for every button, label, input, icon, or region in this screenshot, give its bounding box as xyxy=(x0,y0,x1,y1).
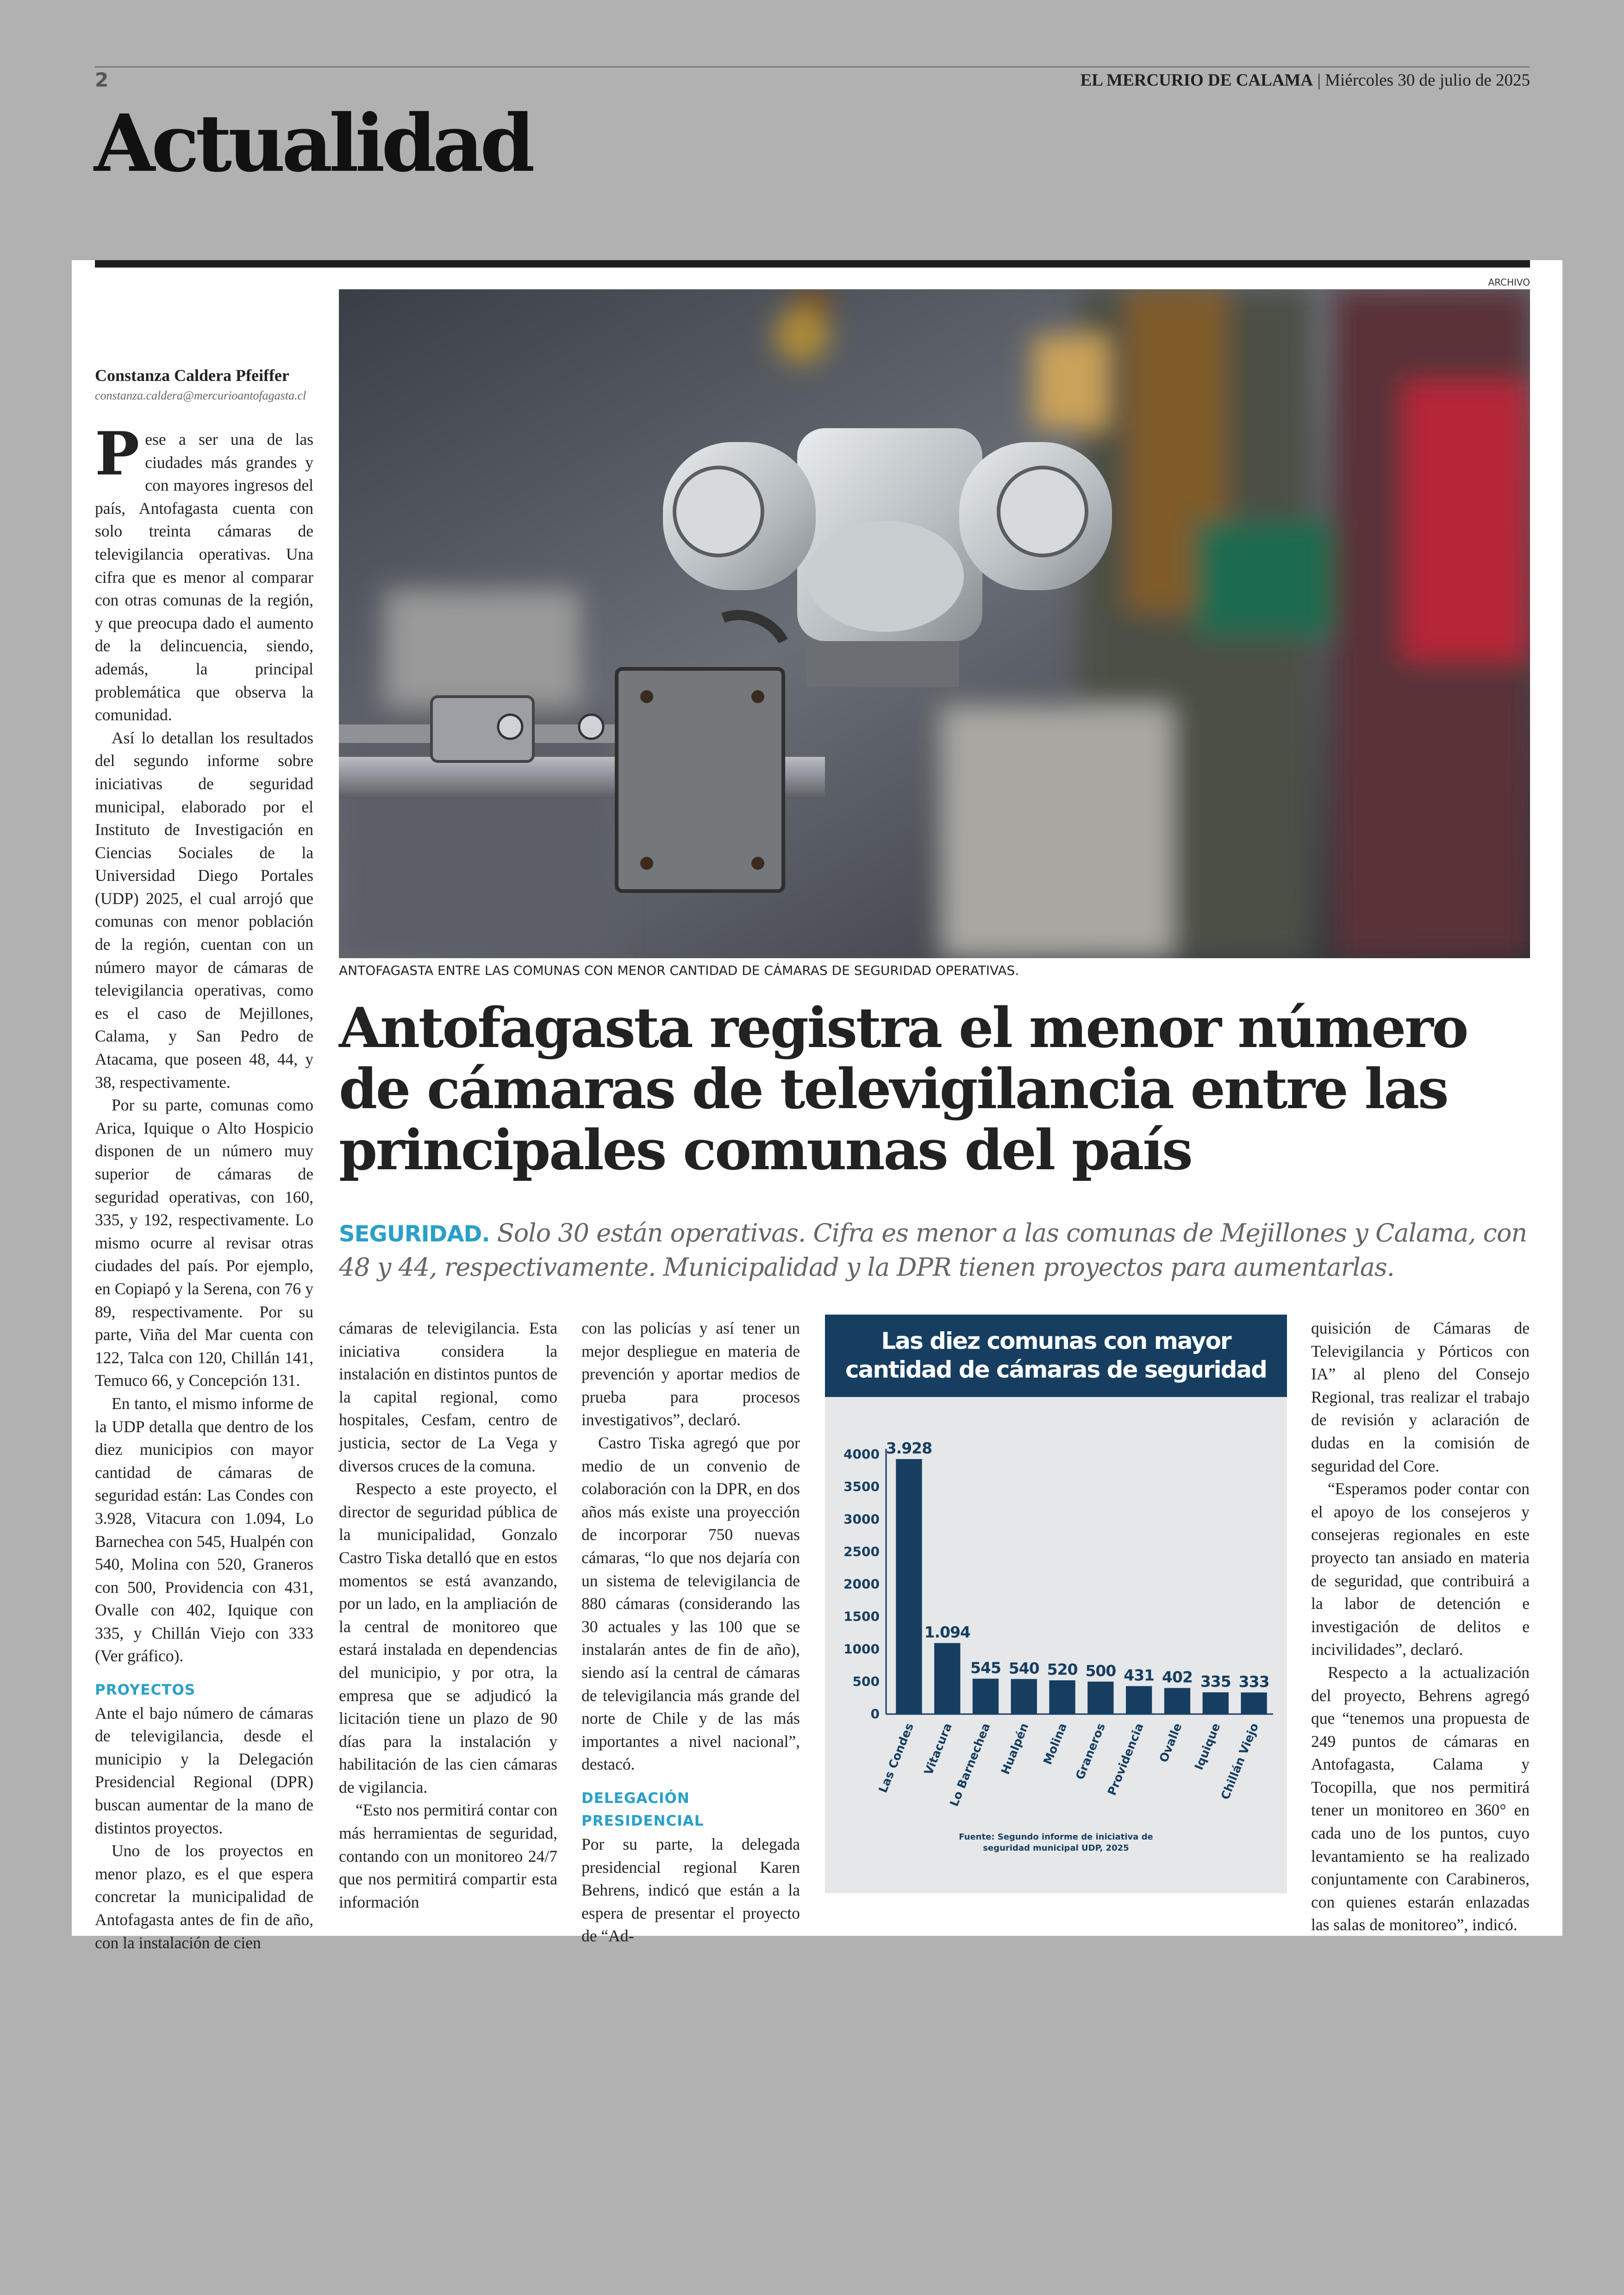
y-tick-label: 2500 xyxy=(843,1544,880,1559)
chart-bar xyxy=(1087,1682,1113,1714)
header-rule xyxy=(95,66,1530,68)
y-tick-label: 3500 xyxy=(843,1479,880,1495)
article-column-1 xyxy=(95,419,313,1954)
article-paragraph xyxy=(95,419,313,727)
deck-kicker: SEGURIDAD. xyxy=(339,1221,490,1247)
publication-dateline: EL MERCURIO DE CALAMA | Miércoles 30 de julio de 2025 xyxy=(1080,71,1530,90)
article-headline: Antofagasta registra el menor número de cámaras de televigilancia entre las principales comunas del país xyxy=(339,996,1468,1183)
chart-source-line-2: seguridad municipal UDP, 2025 xyxy=(983,1843,1129,1853)
x-tick-label: Lo Barnechea xyxy=(947,1721,993,1809)
lead-paragraph-text: ese a ser una de las ciudades más grandes y con mayores ingresos del país, Antofagasta cuenta con solo treinta cámaras de televigilancia operativas. Una cifra que es menor al comparar con otras comunas de la región, y que preocupa dado el aumento de la delincuencia, siendo, además, la principal problemática que observa la comunidad. xyxy=(95,430,313,724)
subhead-proyectos: PROYECTOS xyxy=(95,1682,196,1699)
article-paragraph: Castro Tiska agregó que por medio de un convenio de colaboración con la DPR, en dos años más existe una proyección de incorporar 750 nuevas cámaras, “lo que nos dejaría con un sistema de televigilancia de 880 cámaras (considerando las 30 actuales y las 100 que se instalarán antes de fin de año), siendo así la central de cámaras de televigilancia más grande del norte de Chile y de las más importantes a nivel nacional”, destacó. xyxy=(581,1433,800,1774)
bar-value-label: 335 xyxy=(1200,1672,1231,1691)
chart-title-line-1: Las diez comunas con mayor xyxy=(881,1328,1231,1354)
photo-credit: ARCHIVO xyxy=(1488,277,1530,288)
chart-bar xyxy=(1011,1679,1037,1714)
x-tick-label: Hualpén xyxy=(998,1721,1031,1777)
drop-cap: P xyxy=(95,419,140,489)
deck-text: Solo 30 están operativas. Cifra es menor a las comunas de Mejillones y Calama, con 48 y 44, respectivamente. Municipalidad y la DPR tienen proyectos para aumentarlas. xyxy=(339,1218,1527,1282)
article-deck xyxy=(339,1216,1530,1284)
chart-bar xyxy=(1126,1686,1152,1714)
y-tick-label: 1500 xyxy=(843,1609,880,1624)
article-paragraph: quisición de Cámaras de Televigilancia y Pórticos con IA” al pleno del Consejo Regional, tras realizar el trabajo de revisión y aclaración de dudas en la comisión de seguridad del Core. xyxy=(1311,1319,1530,1475)
publication-date: Miércoles 30 de julio de 2025 xyxy=(1325,71,1530,90)
chart-bar xyxy=(1049,1680,1075,1714)
x-tick-label: Chillán Viejo xyxy=(1218,1721,1262,1802)
page-number: 2 xyxy=(95,69,109,91)
chart-bar xyxy=(1241,1692,1267,1714)
article-paragraph: Por su parte, comunas como Arica, Iquique o Alto Hospicio disponen de un número muy superior de cámaras de seguridad operativas, con 160, 335, y 192, respectivamente. Lo mismo ocurre al revisar otras ciudades del país. Por ejemplo, en Copiapó y la Serena, con 76 y 89, respectivamente. Por su parte, Viña del Mar cuenta con 122, Talca con 120, Chillán 141, Temuco 66, y Concepción 131. xyxy=(95,1096,313,1390)
bar-value-label: 540 xyxy=(1008,1659,1039,1678)
chart-bar xyxy=(1203,1692,1229,1714)
article-paragraph: Uno de los proyectos en menor plazo, es el que espera concretar la municipalidad de Antofagasta antes de fin de año, con la instalación de cien xyxy=(95,1841,313,1952)
chart-bar xyxy=(1164,1688,1190,1714)
article-paragraph: Ante el bajo número de cámaras de televigilancia, desde el municipio y la Delegación Presidencial Regional (DPR) buscan aumentar de la mano de distintos proyectos. xyxy=(95,1703,313,1837)
bar-value-label: 431 xyxy=(1124,1666,1155,1684)
chart-source xyxy=(825,1832,1287,1854)
bar-value-label: 520 xyxy=(1047,1660,1078,1679)
article-paragraph: Por su parte, la delegada presidencial regional Karen Behrens, indicó que están a la espera de presentar el proyecto de “Ad- xyxy=(581,1835,800,1946)
bar-value-label: 1.094 xyxy=(924,1623,970,1641)
y-tick-label: 500 xyxy=(852,1673,880,1689)
chart-bar xyxy=(896,1459,922,1714)
subhead-delegacion-presidencial: DELEGACIÓN PRESIDENCIAL xyxy=(581,1790,704,1830)
bar-value-label: 333 xyxy=(1238,1672,1269,1691)
surveillance-camera-photo xyxy=(339,289,1530,958)
camera-photo-illustration xyxy=(339,289,1530,958)
photo-caption: ANTOFAGASTA ENTRE LAS COMUNAS CON MENOR CANTIDAD DE CÁMARAS DE SEGURIDAD OPERATIVAS. xyxy=(339,963,1019,978)
chart-bar xyxy=(934,1643,960,1714)
bar-chart xyxy=(825,1315,1287,1893)
author-name: Constanza Caldera Pfeiffer xyxy=(95,366,289,385)
article-column-2 xyxy=(339,1317,557,1914)
article-paragraph: Respecto a este proyecto, el director de seguridad pública de la municipalidad, Gonzalo Castro Tiska detalló que en estos momentos se está avanzando, por un lado, en la ampliación de la central de monitoreo que estará instalada en dependencias del municipio, y por otra, la empresa que se adjudicó la licitación tiene un plazo de 90 días para la instalación y habilitación de las cien cámaras de vigilancia. xyxy=(339,1479,557,1796)
x-tick-label: Vitacura xyxy=(921,1721,955,1777)
x-tick-label: Ovalle xyxy=(1156,1721,1185,1765)
bar-value-label: 3.928 xyxy=(886,1439,932,1458)
bar-value-label: 402 xyxy=(1162,1668,1193,1686)
y-tick-label: 4000 xyxy=(843,1447,880,1462)
x-tick-label: Molina xyxy=(1041,1721,1070,1767)
article-paragraph: “Esperamos poder contar con el apoyo de los consejeros y consejeras regionales en este proyecto tan ansiado en materia de seguridad, que contribuirá a la labor de detención e investigación de delitos e incivilidades”, declaró. xyxy=(1311,1479,1530,1659)
article-paragraph: Así lo detallan los resultados del segundo informe sobre iniciativas de seguridad municipal, elaborado por el Instituto de Investigación en Ciencias Sociales de la Universidad Diego Portales (UDP) 2025, el cual arrojó que comunas con menor población de la región, cuentan con un número mayor de cámaras de televigilancia operativas, como es el caso de Mejillones, Calama, y San Pedro de Atacama, que poseen 48, 44, y 38, respectivamente. xyxy=(95,728,313,1091)
chart-plot xyxy=(825,1315,1287,1893)
article-column-4 xyxy=(1311,1317,1530,1937)
bar-value-label: 500 xyxy=(1085,1661,1116,1680)
x-tick-label: Iquique xyxy=(1192,1721,1223,1772)
article-paragraph: Respecto a la actualización del proyecto, Behrens agregó que “tenemos una propuesta de 249 puntos de cámaras en Antofagasta, Calama y Tocopilla, que nos permitirá tener un monitoreo en 360° en cada uno de los puntos, cuyo levantamiento se ha realizado conjuntamente con Carabineros, con quienes estarán enlazadas las salas de monitoreo”, indicó. xyxy=(1311,1663,1530,1934)
section-title: Actualidad xyxy=(94,97,531,190)
x-tick-label: Las Condes xyxy=(876,1721,916,1795)
article-paragraph: con las policías y así tener un mejor despliegue en materia de prevención y aportar medios de prueba para procesos investigativos”, declaró. xyxy=(581,1319,800,1429)
author-email[interactable]: constanza.caldera@mercurioantofagasta.cl xyxy=(95,389,306,402)
article-column-3 xyxy=(581,1317,800,1948)
article-top-rule xyxy=(95,260,1530,268)
chart-bar xyxy=(973,1679,999,1714)
x-tick-label: Providencia xyxy=(1105,1721,1146,1797)
y-tick-label: 3000 xyxy=(843,1511,880,1527)
x-tick-label: Graneros xyxy=(1073,1721,1108,1782)
bar-value-label: 545 xyxy=(970,1659,1001,1677)
y-tick-label: 0 xyxy=(870,1706,880,1721)
chart-source-line-1: Fuente: Segundo informe de iniciativa de xyxy=(959,1832,1153,1842)
chart-title-line-2: cantidad de cámaras de seguridad xyxy=(845,1356,1267,1383)
article-paragraph: cámaras de televigilancia. Esta iniciativa considera la instalación en distintos puntos de la capital regional, como hospitales, Cesfam, centro de justicia, sector de La Vega y diversos cruces de la comuna. xyxy=(339,1319,557,1475)
y-tick-label: 1000 xyxy=(843,1641,880,1657)
article-paragraph: En tanto, el mismo informe de la UDP detalla que dentro de los diez municipios con mayor cantidad de cámaras de seguridad están: Las Condes con 3.928, Vitacura con 1.094, Lo Barnechea con 545, Hualpén con 540, Molina con 520, Graneros con 500, Providencia con 431, Ovalle con 402, Iquique con 335, y Chillán Viejo con 333 (Ver gráfico). xyxy=(95,1394,313,1665)
y-tick-label: 2000 xyxy=(843,1576,880,1592)
publication-name: EL MERCURIO DE CALAMA xyxy=(1080,71,1313,90)
article-paragraph: “Esto nos permitirá contar con más herramientas de seguridad, contando con un monitoreo 24/7 que nos permitirá compartir esta información xyxy=(339,1801,557,1911)
